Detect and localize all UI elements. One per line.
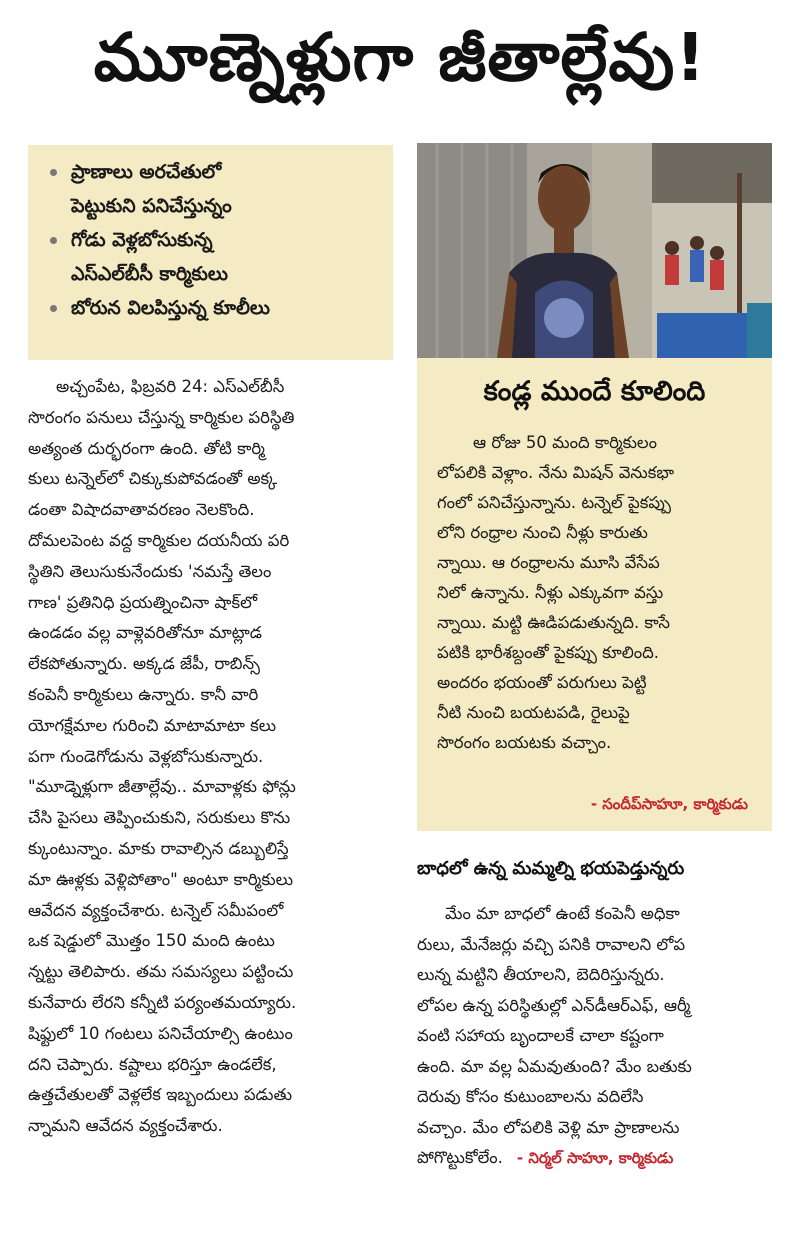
testimony-line: పటికి భారీశబ్దంతో పైకప్పు కూలింది. <box>437 643 660 662</box>
story-line: దోమలపెంట వద్ద కార్మికుల దయనీయ పరి <box>28 530 290 550</box>
testimony-line: నిలో ఉన్నాను. నీళ్లు ఎక్కువగా వస్తు <box>437 583 664 602</box>
headline-text: మూణ్నెళ్లుగా జీతాల్లేవు! <box>93 18 707 96</box>
second-testimony-line: వచ్చాం. మేం లోపలికి వెళ్లి మా ప్రాణాలను <box>417 1117 680 1137</box>
highlights-box <box>28 145 393 360</box>
story-line: "మూడ్నెళ్లుగా జీతాల్లేవు.. మావాళ్లకు ఫోన్లు <box>28 777 296 797</box>
bullet-3: బోరున విలపిస్తున్న కూలీలు <box>50 291 381 325</box>
bullet-1: ప్రాణాలు అరచేతులో <box>50 155 381 189</box>
story-line: గాణ' ప్రతినిధి ప్రయత్నించినా షాక్‌లో <box>28 592 258 612</box>
story-line: అత్యంత దుర్భరంగా ఉంది. తోటి కార్మి <box>28 438 265 458</box>
testimony-box <box>417 358 772 831</box>
bullet-dot-icon <box>50 169 57 176</box>
testimony-credit: - సందీప్‌సాహూ, కార్మికుడు <box>590 795 748 813</box>
second-testimony-line: లోపల ఉన్న పరిస్థితుల్లో ఎన్‌డీఆర్ఎఫ్, ఆర్మీ <box>417 995 691 1015</box>
testimony-title: కండ్ల ముందే కూలింది <box>483 376 706 407</box>
testimony-line: న్నాయి. మట్టి ఊడిపడుతున్నది. కాసే <box>437 613 670 632</box>
bullet-2: గోడు వెళ్లబోసుకున్న <box>50 223 381 257</box>
testimony-line: గంలో పనిచేస్తున్నాను. టన్నెల్ పైకప్పు <box>437 493 671 512</box>
story-line: క్కుంటున్నాం. మాకు రావాల్సిన డబ్బులిస్తే <box>28 838 289 858</box>
second-testimony-line: రులు, మేనేజర్లు వచ్చి పనికి రావాలని లోప <box>417 934 686 954</box>
worker-photo <box>417 143 772 358</box>
testimony-line: లోపలికి వెళ్లాం. నేను మిషన్ వెనుకభా <box>437 463 675 482</box>
story-line: యోగక్షేమాల గురించి మాటామాటా కలు <box>28 715 277 735</box>
story-line: కంపెనీ కార్మికులు ఉన్నారు. కానీ వారి <box>28 684 259 704</box>
story-line: స్థితిని తెలుసుకునేందుకు 'నమస్తే తెలం <box>28 561 272 581</box>
second-testimony-line: దెరువు కోసం కుటుంబాలను వదిలేసి <box>417 1087 644 1106</box>
story-line: కులు టన్నెల్‌లో చిక్కుకుపోవడంతో అక్క <box>28 469 278 489</box>
story-line: లేకపోతున్నారు. అక్కడ జేపీ, రాబిన్స్ <box>28 654 260 674</box>
story-line: షిఫ్టులో 10 గంటలు పనిచేయాల్సి ఉంటుం <box>28 1023 293 1043</box>
bullet-dot-icon <box>50 237 57 244</box>
second-testimony-line: లున్న మట్టిని తీయాలని, బెదిరిస్తున్నరు. <box>417 965 665 984</box>
testimony-line: సొరంగం బయటకు వచ్చాం. <box>437 733 612 752</box>
second-testimony <box>417 858 772 1174</box>
testimony-line: అందరం భయంతో పరుగులు పెట్టి <box>437 673 647 692</box>
bullet-1-cont: పెట్టుకుని పనిచేస్తున్నం <box>71 195 232 217</box>
second-testimony-line: ఉంది. మా వల్ల ఏమవుతుంది? మేం బతుకు <box>417 1056 692 1076</box>
worker-photo-image <box>417 143 772 358</box>
story-line: మా ఊళ్లకు వెళ్లిపోతాం" అంటూ కార్మికులు <box>28 869 294 889</box>
second-testimony-line: వంటి సహాయ బృందాలకే చాలా కష్టంగా <box>417 1026 664 1045</box>
story-line: కునేవారు లేరని కన్నీటి పర్యంతమయ్యారు. <box>28 992 297 1012</box>
story-line: అచ్చంపేట, ఫిబ్రవరి 24: ఎస్ఎల్‌బీసీ <box>56 377 285 396</box>
second-testimony-line: మేం మా బాధలో ఉంటే కంపెనీ అధికా <box>445 904 680 923</box>
testimony-text <box>437 428 759 758</box>
testimony-line: ఆ రోజు 50 మంది కార్మికులం <box>473 433 657 452</box>
story-line: పగా గుండెగోడును వెళ్లబోసుకున్నారు. <box>28 746 264 766</box>
bullet-dot-icon <box>50 305 57 312</box>
second-testimony-last-line: పోగొట్టుకోలేం. - నిర్మల్ సాహూ, కార్మికుడు <box>417 1148 674 1167</box>
second-testimony-heading: బాధలో ఉన్న మమ్మల్ని భయపెడ్తున్నరు <box>417 858 685 879</box>
story-line: ఉత్తచేతులతో వెళ్లలేక ఇబ్బందులు పడుతు <box>28 1085 293 1105</box>
story-line: చేసి పైసలు తెప్పించుకుని, సరుకులు కొను <box>28 808 291 828</box>
testimony-line: లోని రంధ్రాల నుంచి నీళ్లు కారుతు <box>437 523 648 542</box>
second-testimony-credit: - నిర్మల్ సాహూ, కార్మికుడు <box>516 1149 674 1167</box>
testimony-line: నీటి నుంచి బయటపడి, రైలుపై <box>437 703 630 722</box>
testimony-line: న్నాయి. ఆ రంధ్రాలను మూసి వేసేప <box>437 553 660 572</box>
story-body <box>28 372 393 1142</box>
story-line: డంతా విషాదవాతావరణం నెలకొంది. <box>28 500 255 520</box>
story-line: సొరంగం పనులు చేస్తున్న కార్మికుల పరిస్థితి <box>28 407 295 427</box>
story-line: ఆవేదన వ్యక్తంచేశారు. టన్నెల్ సమీపంలో <box>28 900 284 920</box>
story-line: ఒక షెడ్డులో మొత్తం 150 మంది ఉంటు <box>28 931 275 951</box>
story-line: న్నామని ఆవేదన వ్యక్తంచేశారు. <box>28 1116 223 1136</box>
headline <box>0 0 800 130</box>
bullet-2-cont: ఎస్ఎల్‌బీసీ కార్మికులు <box>71 263 228 285</box>
story-line: న్నట్టు తెలిపారు. తమ సమస్యలు పట్టించు <box>28 962 294 982</box>
story-line: ఉండడం వల్ల వాళ్లెవరితోనూ మాట్లాడ <box>28 623 262 643</box>
story-line: దని చెప్పారు. కష్టాలు భరిస్తూ ఉండలేక, <box>28 1054 277 1074</box>
